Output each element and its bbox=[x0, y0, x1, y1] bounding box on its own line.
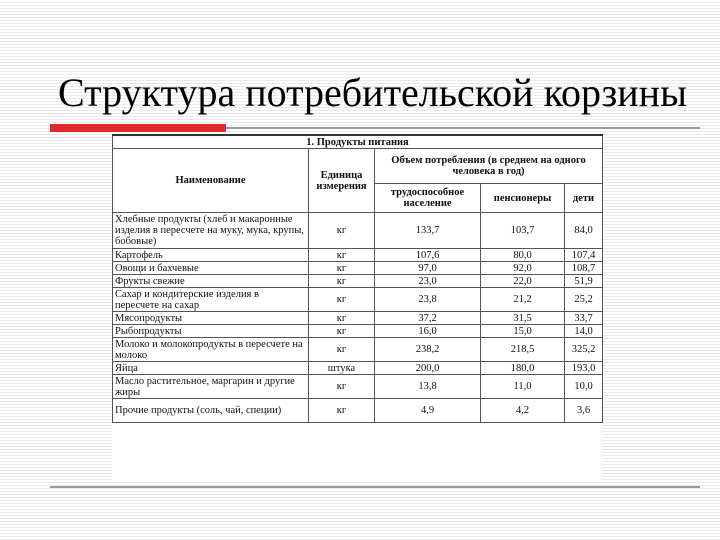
cell-name: Овощи и бахчевые bbox=[113, 262, 309, 275]
column-header-volume: Объем потребления (в среднем на одного человека в год) bbox=[375, 149, 603, 184]
cell-pensioners: 92,0 bbox=[481, 262, 565, 275]
cell-name: Фрукты свежие bbox=[113, 275, 309, 288]
cell-name: Картофель bbox=[113, 249, 309, 262]
cell-children: 25,2 bbox=[565, 288, 603, 312]
table-row bbox=[113, 312, 603, 325]
cell-children: 108,7 bbox=[565, 262, 603, 275]
cell-pensioners: 103,7 bbox=[481, 213, 565, 249]
cell-children: 325,2 bbox=[565, 338, 603, 362]
cell-children: 193,0 bbox=[565, 362, 603, 375]
cell-pensioners: 4,2 bbox=[481, 399, 565, 423]
cell-name: Сахар и кондитерские изделия в пересчете на сахар bbox=[113, 288, 309, 312]
cell-children: 84,0 bbox=[565, 213, 603, 249]
cell-name: Молоко и молокопродукты в пересчете на молоко bbox=[113, 338, 309, 362]
table-row bbox=[113, 213, 603, 249]
cell-working: 238,2 bbox=[375, 338, 481, 362]
cell-unit: кг bbox=[309, 312, 375, 325]
cell-name: Мясопродукты bbox=[113, 312, 309, 325]
cell-unit: кг bbox=[309, 249, 375, 262]
section-header: 1. Продукты питания bbox=[113, 135, 603, 149]
cell-working: 37,2 bbox=[375, 312, 481, 325]
table-row bbox=[113, 262, 603, 275]
cell-children: 33,7 bbox=[565, 312, 603, 325]
table-row bbox=[113, 375, 603, 399]
cell-working: 200,0 bbox=[375, 362, 481, 375]
cell-children: 107,4 bbox=[565, 249, 603, 262]
cell-working: 23,8 bbox=[375, 288, 481, 312]
cell-children: 14,0 bbox=[565, 325, 603, 338]
cell-pensioners: 80,0 bbox=[481, 249, 565, 262]
table-row bbox=[113, 275, 603, 288]
cell-unit: кг bbox=[309, 262, 375, 275]
cell-unit: кг bbox=[309, 375, 375, 399]
column-header-pensioners: пенсионеры bbox=[481, 184, 565, 213]
cell-unit: кг bbox=[309, 275, 375, 288]
title-divider-line bbox=[226, 127, 700, 129]
column-header-working: трудоспособное население bbox=[375, 184, 481, 213]
column-header-name: Наименование bbox=[113, 149, 309, 213]
cell-working: 97,0 bbox=[375, 262, 481, 275]
slide-title: Структура потребительской корзины bbox=[58, 70, 687, 115]
cell-working: 133,7 bbox=[375, 213, 481, 249]
bottom-divider-line bbox=[50, 486, 700, 488]
cell-name: Прочие продукты (соль, чай, специи) bbox=[113, 399, 309, 423]
cell-pensioners: 11,0 bbox=[481, 375, 565, 399]
cell-unit: кг bbox=[309, 288, 375, 312]
cell-unit: кг bbox=[309, 213, 375, 249]
cell-unit: штука bbox=[309, 362, 375, 375]
cell-children: 3,6 bbox=[565, 399, 603, 423]
cell-unit: кг bbox=[309, 325, 375, 338]
cell-pensioners: 180,0 bbox=[481, 362, 565, 375]
table-row bbox=[113, 249, 603, 262]
cell-name: Масло растительное, маргарин и другие жиры bbox=[113, 375, 309, 399]
table-row bbox=[113, 362, 603, 375]
table-row bbox=[113, 399, 603, 423]
cell-working: 23,0 bbox=[375, 275, 481, 288]
consumer-basket-table bbox=[112, 134, 603, 423]
cell-children: 51,9 bbox=[565, 275, 603, 288]
table-row bbox=[113, 338, 603, 362]
cell-name: Хлебные продукты (хлеб и макаронные изделия в пересчете на муку, мука, крупы, бобовые) bbox=[113, 213, 309, 249]
consumer-basket-table-image bbox=[112, 134, 602, 482]
cell-pensioners: 31,5 bbox=[481, 312, 565, 325]
table-row bbox=[113, 288, 603, 312]
cell-name: Яйца bbox=[113, 362, 309, 375]
cell-unit: кг bbox=[309, 399, 375, 423]
cell-working: 107,6 bbox=[375, 249, 481, 262]
column-header-children: дети bbox=[565, 184, 603, 213]
cell-children: 10,0 bbox=[565, 375, 603, 399]
cell-working: 13,8 bbox=[375, 375, 481, 399]
cell-pensioners: 21,2 bbox=[481, 288, 565, 312]
title-accent-bar bbox=[50, 124, 226, 132]
column-header-unit: Единица измерения bbox=[309, 149, 375, 213]
cell-pensioners: 218,5 bbox=[481, 338, 565, 362]
cell-pensioners: 22,0 bbox=[481, 275, 565, 288]
table-row bbox=[113, 325, 603, 338]
cell-pensioners: 15,0 bbox=[481, 325, 565, 338]
cell-unit: кг bbox=[309, 338, 375, 362]
table-body bbox=[113, 213, 603, 423]
cell-working: 4,9 bbox=[375, 399, 481, 423]
cell-working: 16,0 bbox=[375, 325, 481, 338]
cell-name: Рыбопродукты bbox=[113, 325, 309, 338]
